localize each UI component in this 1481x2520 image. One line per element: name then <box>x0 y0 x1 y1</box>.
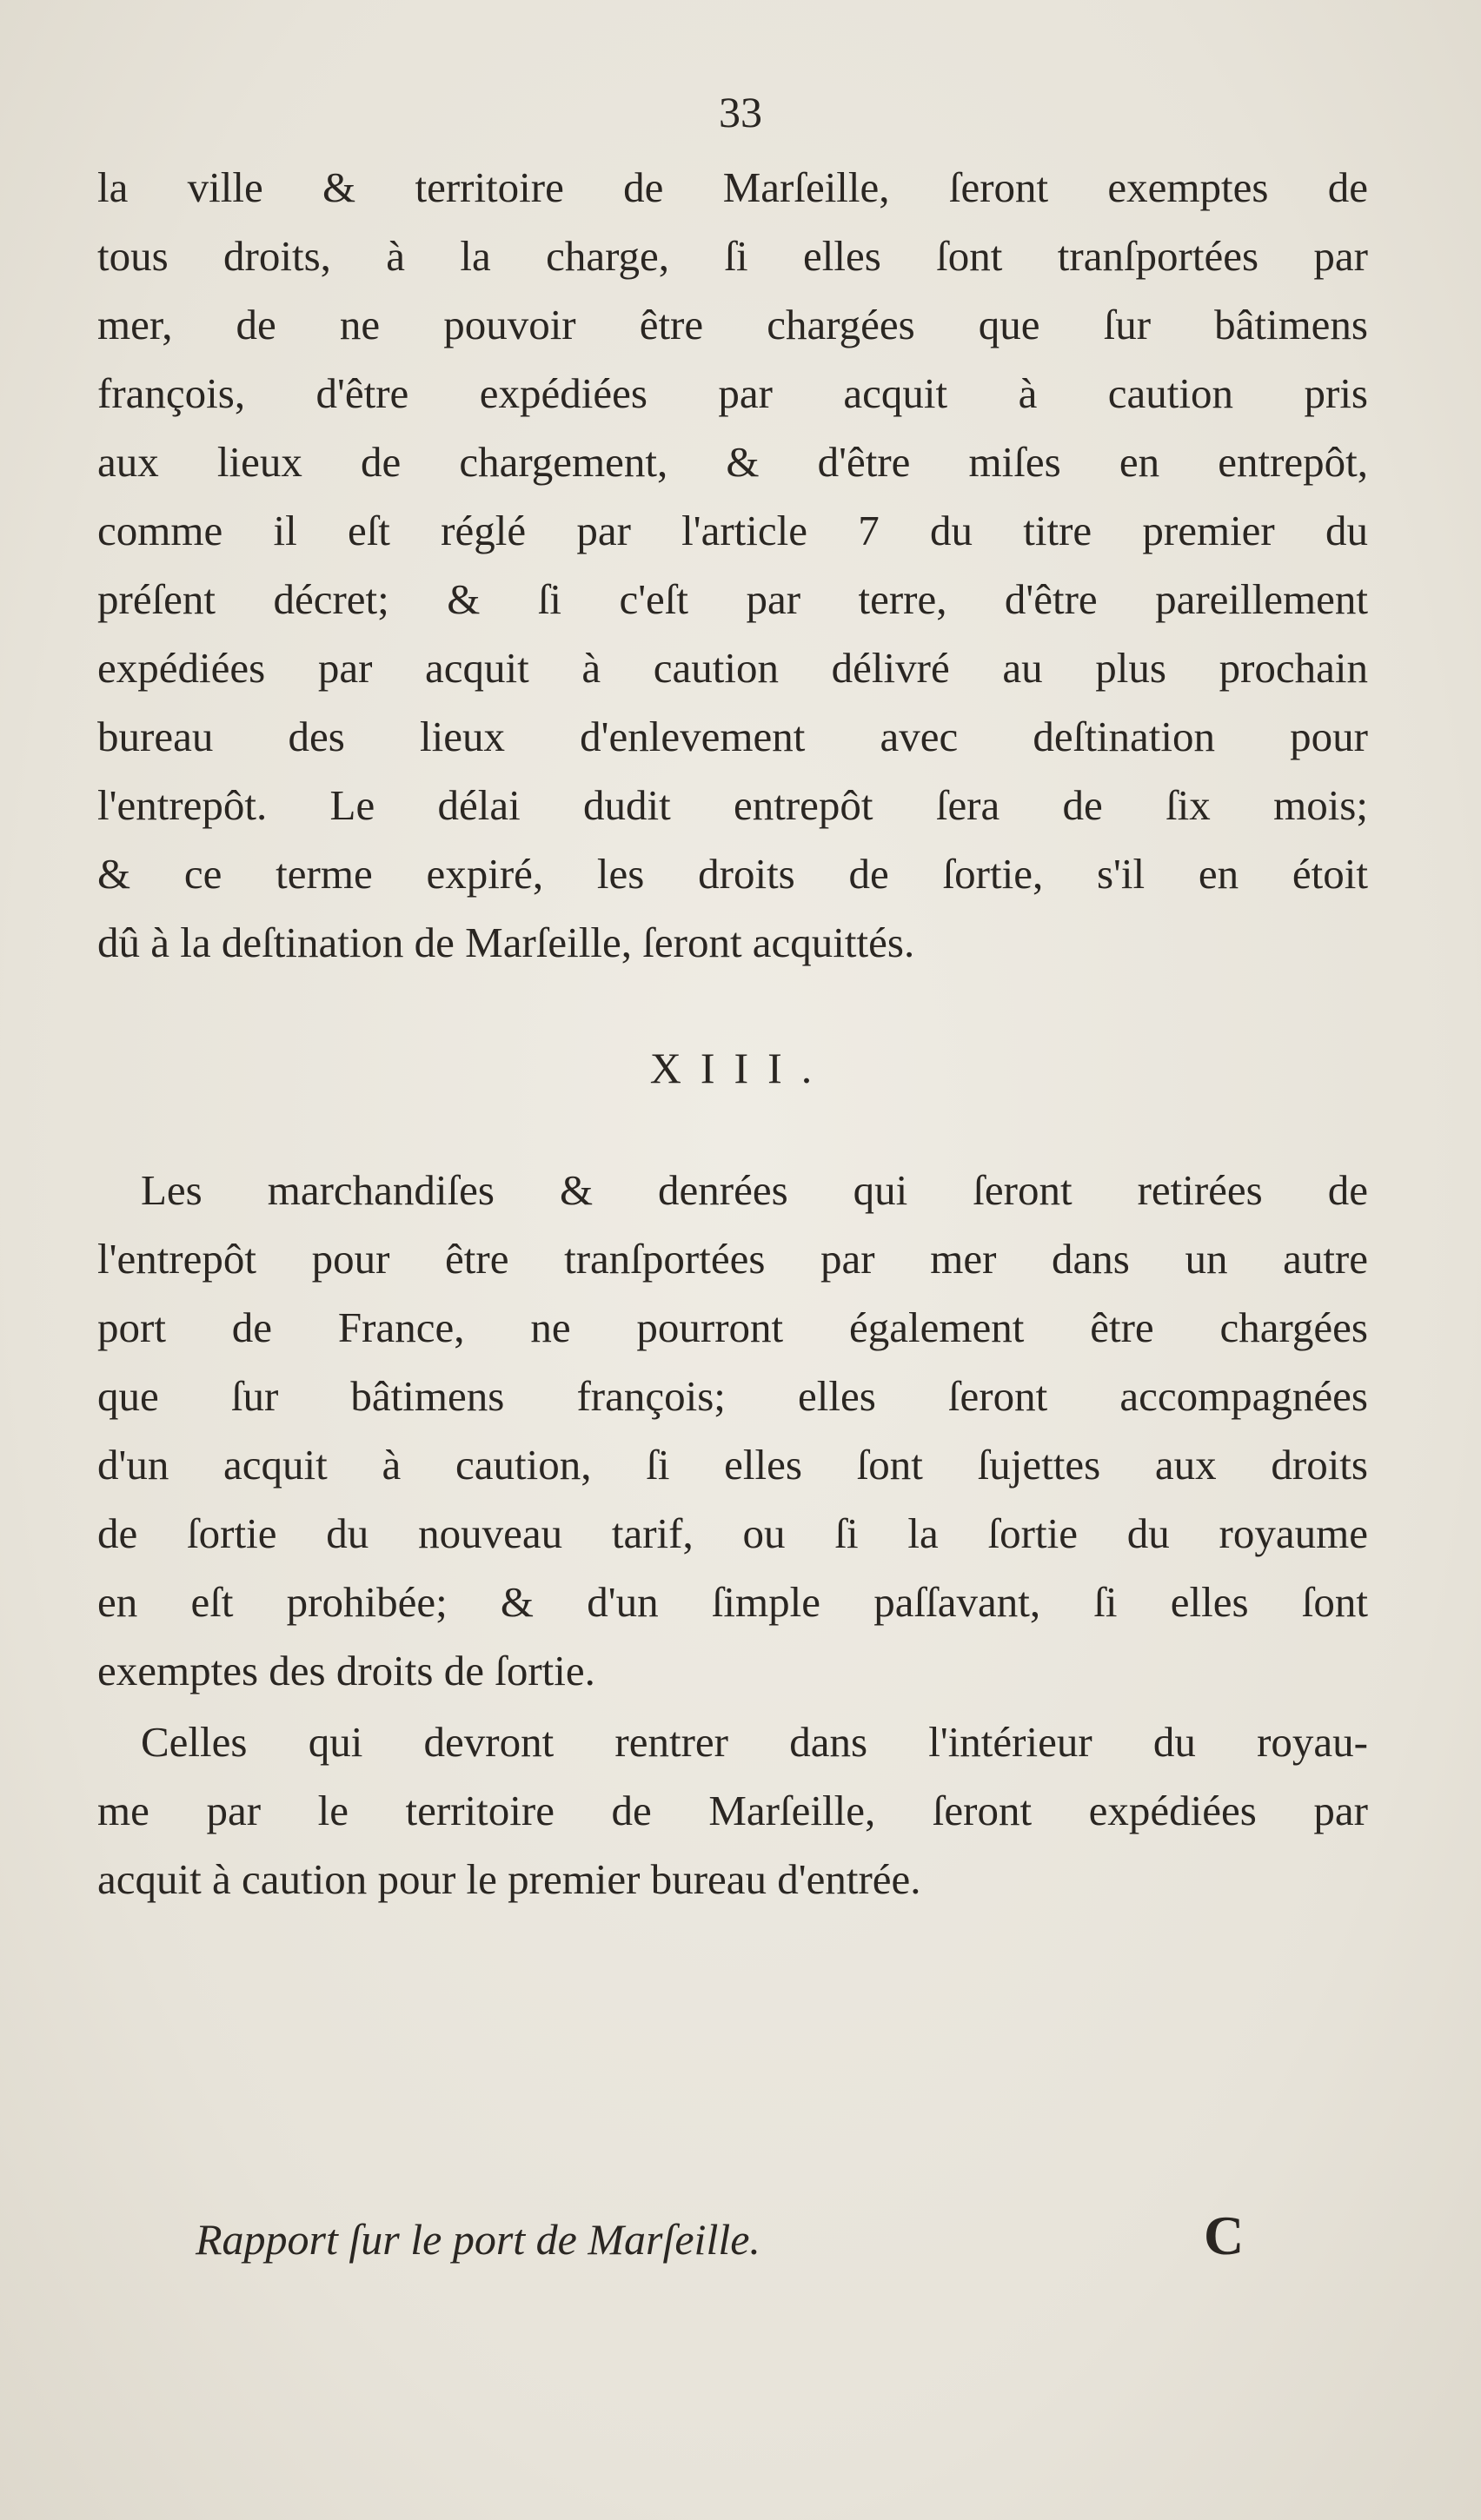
signature-mark: C <box>1204 2205 1245 2266</box>
text-line: acquit à caution pour le premier bureau d'entrée. <box>97 1855 921 1903</box>
text-line: aux lieux de chargement, & d'être miſes en entrepôt, <box>97 438 1368 486</box>
text-line: Celles qui devront rentrer dans l'intérieur du royau- <box>141 1718 1368 1766</box>
text-line: que ſur bâtimens françois; elles ſeront accompagnées <box>97 1372 1368 1420</box>
text-line: françois, d'être expédiées par acquit à caution pris <box>97 369 1368 417</box>
text-line: port de France, ne pourront également être chargées <box>97 1303 1368 1351</box>
text-line: la ville & territoire de Marſeille, ſeront exemptes de <box>97 163 1368 211</box>
text-line: dû à la deſtination de Marſeille, ſeront acquittés. <box>97 918 915 966</box>
paragraph-article-xiii <box>97 1156 1368 1705</box>
running-title: Rapport ſur le port de Marſeille. <box>196 2215 760 2264</box>
paragraph-celles <box>97 1708 1368 1913</box>
section-heading: XIII. <box>649 1044 832 1092</box>
text-line: comme il eſt réglé par l'article 7 du titre premier du <box>97 507 1368 554</box>
page-number: 33 <box>719 88 762 136</box>
paragraph-continued <box>97 153 1368 977</box>
text-line: tous droits, à la charge, ſi elles ſont tranſportées par <box>97 232 1368 280</box>
text-line: expédiées par acquit à caution délivré au plus prochain <box>97 644 1368 692</box>
text-line: de ſortie du nouveau tarif, ou ſi la ſortie du royaume <box>97 1509 1368 1557</box>
text-line: & ce terme expiré, les droits de ſortie, s'il en étoit <box>97 850 1368 898</box>
text-line: bureau des lieux d'enlevement avec deſtination pour <box>97 713 1368 760</box>
text-line: l'entrepôt pour être tranſportées par mer dans un autre <box>97 1235 1368 1283</box>
text-line: Les marchandiſes & denrées qui ſeront retirées de <box>141 1166 1368 1214</box>
text-line: me par le territoire de Marſeille, ſeront expédiées par <box>97 1787 1368 1834</box>
text-line: mer, de ne pouvoir être chargées que ſur bâtimens <box>97 301 1368 348</box>
text-line: l'entrepôt. Le délai dudit entrepôt ſera de ſix mois; <box>97 781 1368 829</box>
text-line: préſent décret; & ſi c'eſt par terre, d'être pareillement <box>97 575 1368 623</box>
text-line: en eſt prohibée; & d'un ſimple paſſavant, ſi elles ſont <box>97 1578 1368 1626</box>
text-line: exemptes des droits de ſortie. <box>97 1647 595 1694</box>
text-line: d'un acquit à caution, ſi elles ſont ſujettes aux droits <box>97 1441 1368 1489</box>
